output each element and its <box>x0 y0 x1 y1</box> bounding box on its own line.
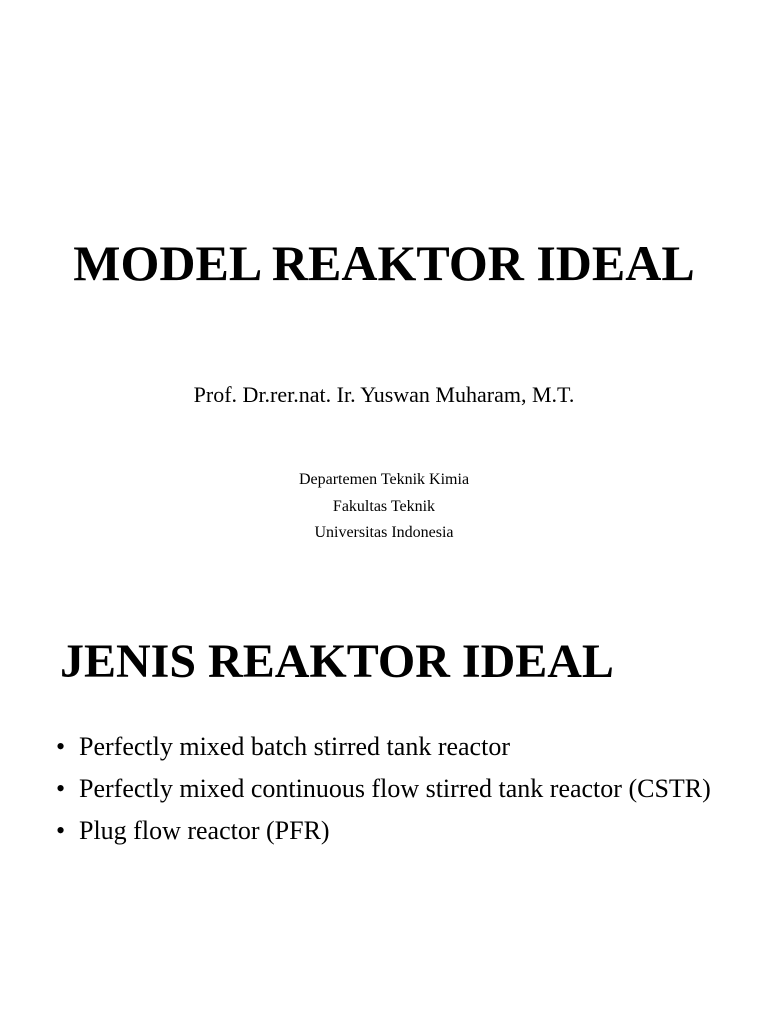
list-item-text: Perfectly mixed continuous flow stirred tank reactor (CSTR) <box>79 774 711 803</box>
list-item <box>56 772 736 805</box>
bullet-icon: • <box>56 774 66 803</box>
list-item <box>56 814 736 847</box>
reactor-type-list <box>56 730 736 856</box>
affiliation-faculty: Fakultas Teknik <box>332 497 436 515</box>
list-item-text: Perfectly mixed batch stirred tank reactor <box>79 732 510 761</box>
bullet-icon: • <box>56 732 66 761</box>
slide-title-jenis-reaktor: JENIS REAKTOR IDEAL <box>60 635 614 688</box>
list-item <box>56 730 736 763</box>
bullet-icon: • <box>56 816 66 845</box>
affiliation-block <box>0 467 768 547</box>
affiliation-department: Departemen Teknik Kimia <box>298 471 470 488</box>
slide-title-model-reaktor: MODEL REAKTOR IDEAL <box>73 235 695 291</box>
author-name: Prof. Dr.rer.nat. Ir. Yuswan Muharam, M.T. <box>193 382 575 407</box>
affiliation-university: Universitas Indonesia <box>314 524 454 541</box>
list-item-text: Plug flow reactor (PFR) <box>79 816 330 845</box>
